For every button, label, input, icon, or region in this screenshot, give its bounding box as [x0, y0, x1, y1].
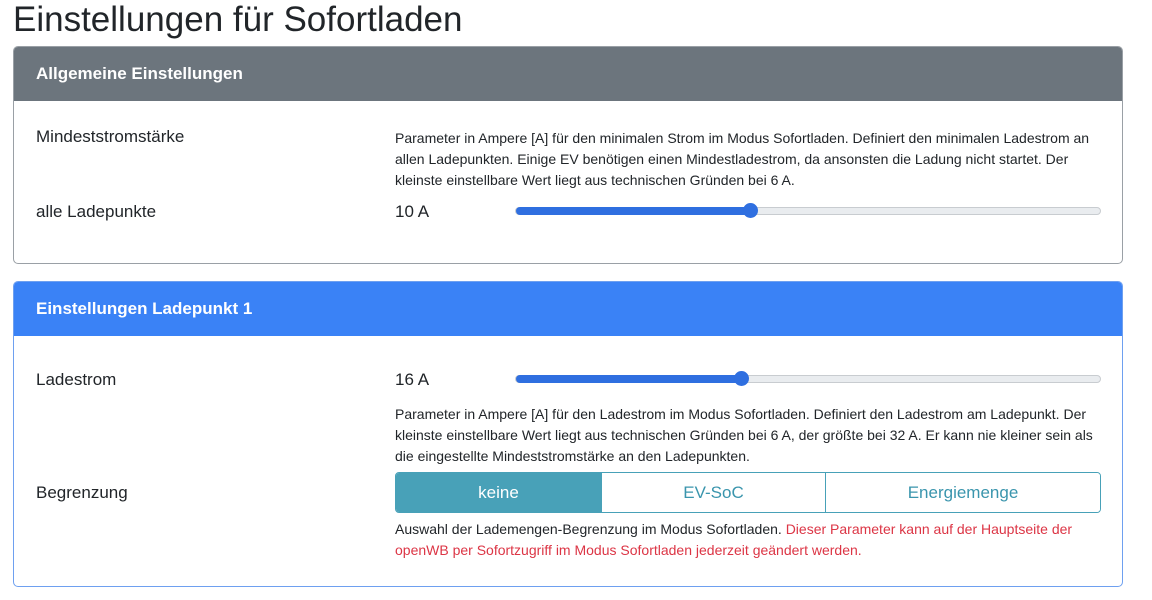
general-settings-header[interactable]: Allgemeine Einstellungen [14, 47, 1122, 101]
charge-current-slider-fill [516, 375, 741, 383]
chargepoint-settings-card [13, 281, 1123, 587]
min-current-value: 10 A [395, 202, 430, 221]
limit-label: Begrenzung [36, 483, 128, 502]
min-current-slider[interactable] [515, 207, 1101, 215]
charge-current-slider[interactable] [515, 375, 1101, 383]
charge-current-slider-thumb[interactable] [734, 371, 749, 386]
limit-option-none-button[interactable]: keine [396, 473, 602, 512]
chargepoint-settings-header[interactable]: Einstellungen Ladepunkt 1 [14, 282, 1122, 336]
min-current-slider-fill [516, 207, 750, 215]
min-current-slider-thumb[interactable] [743, 203, 758, 218]
min-current-label: Mindeststromstärke [36, 127, 185, 146]
limit-button-group [395, 472, 1101, 513]
charge-current-value: 16 A [395, 370, 430, 389]
limit-option-ev-soc-button[interactable]: EV-SoC [602, 473, 826, 512]
all-chargepoints-label: alle Ladepunkte [36, 202, 157, 221]
charge-current-label: Ladestrom [36, 370, 117, 389]
general-settings-card [13, 46, 1123, 264]
limit-option-energy-button[interactable]: Energiemenge [826, 473, 1100, 512]
min-current-help-text: Parameter in Ampere [A] für den minimalen Strom im Modus Sofortladen. Definiert den minimalen Ladestrom an allen Ladepunkten. Einige EV benötigen einen Mindestladestrom, da ansonsten die Ladung nicht startet. Der kleinste einstellbare Wert liegt aus technischen Gründen bei 6 A. [395, 130, 1090, 188]
page-title: Einstellungen für Sofortladen [13, 0, 463, 39]
limit-help-warning: Dieser Parameter kann auf der Hauptseite der openWB per Sofortzugriff im Modus Sofortladen jederzeit geändert werden. [395, 521, 1073, 558]
limit-help-text [395, 519, 1105, 561]
charge-current-help-text: Parameter in Ampere [A] für den Ladestrom im Modus Sofortladen. Definiert den Ladestrom am Ladepunkt. Der kleinste einstellbare Wert liegt aus technischen Gründen bei 6 A, der größte bei 32 A. Er kann nie kleiner sein als die eingestellte Mindeststromstärke an den Ladepunkten. [395, 406, 1093, 464]
limit-help-description: Auswahl der Lademengen-Begrenzung im Modus Sofortladen. [395, 521, 782, 537]
